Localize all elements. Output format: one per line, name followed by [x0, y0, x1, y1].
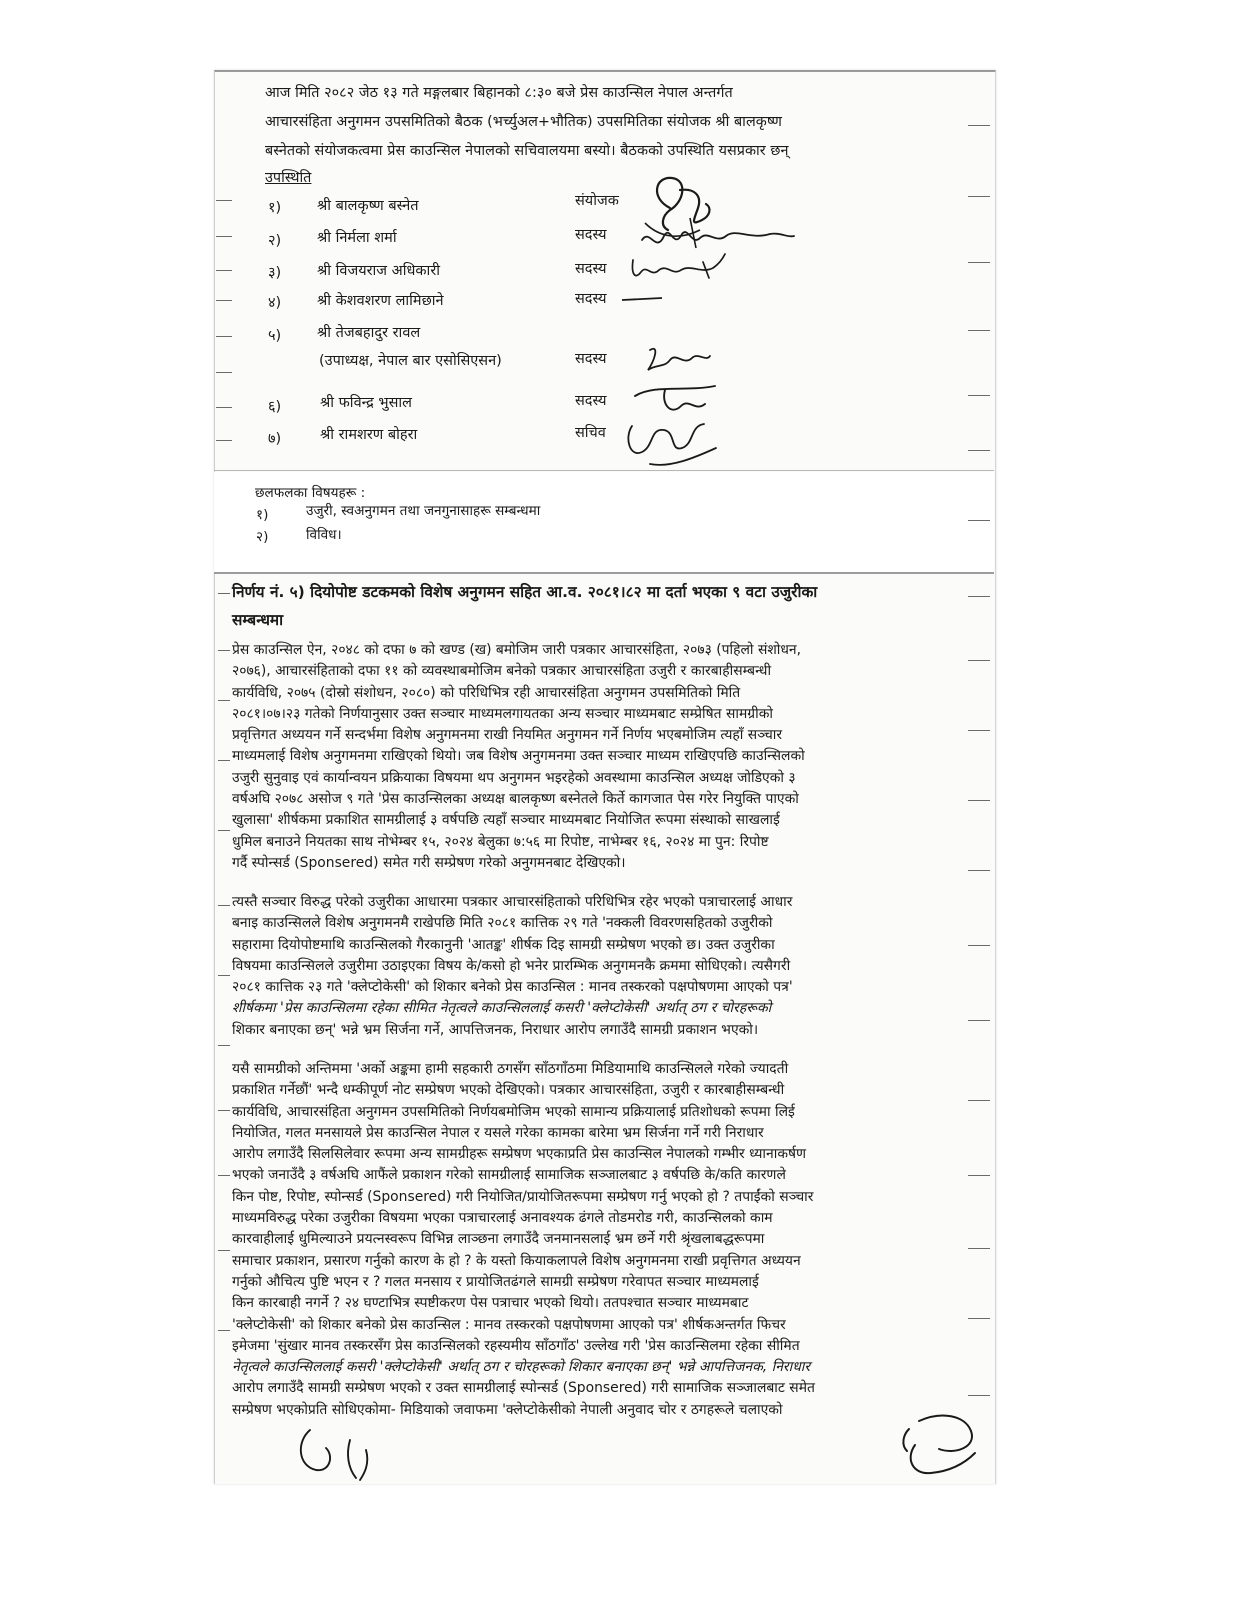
- paragraph-line: २०८१।०७।२३ गतेको निर्णयानुसार उक्त सञ्चार माध्यमलगायतका अन्य सञ्चार माध्यमबाट सम्प्रेषित सामग्रीको: [232, 705, 773, 722]
- attendee-role: सदस्य: [575, 393, 607, 409]
- attendee-role: सदस्य: [575, 227, 607, 243]
- paragraph-line: शिकार बनाएका छन्' भन्ने भ्रम सिर्जना गर्ने, आपत्तिजनक, निराधार आरोप लगाउँदै सामग्री प्रकाशन भएको।: [232, 1021, 759, 1038]
- paragraph-line: बनाइ काउन्सिलले विशेष अनुगमनमै राखेपछि मिति २०८१ कात्तिक २९ गते 'नक्कली विवरणसहितको उजुरीको: [232, 915, 773, 932]
- signature-secretary: [620, 408, 730, 470]
- attendee-name: श्री रामशरण बोहरा: [320, 427, 418, 443]
- attendee-name: श्री केशवशरण लामिछाने: [317, 293, 444, 309]
- signature-member-vijayraj: [625, 248, 735, 288]
- attendee-role: सदस्य: [575, 351, 607, 367]
- paragraph-line: नेतृत्वले काउन्सिललाई कसरी 'क्लेप्टोकेसी' अर्थात् ठग र चोरहरूको शिकार बनाएका छन्' भन्ने आपत्तिजनक, निराधार: [232, 1359, 811, 1376]
- attendee-number: ५): [268, 328, 282, 344]
- paragraph-line: त्यस्तै सञ्चार विरुद्ध परेको उजुरीका आधारमा पत्रकार आचारसंहिताको परिधिभित्र रहेर भएको पत्राचारलाई आधार: [232, 894, 793, 910]
- paragraph-line: गर्दै स्पोन्सर्ड (Sponsered) समेत गरी सम्प्रेषण गरेको अनुगमनबाट देखिएको।: [232, 854, 626, 871]
- attendee-role: संयोजक: [575, 193, 619, 209]
- initials-signature-right: [895, 1405, 985, 1483]
- decision-title-line-1: निर्णय नं. ५) दियोपोष्ट डटकमको विशेष अनुगमन सहित आ.व. २०८१।८२ मा दर्ता भएका ९ वटा उजुरीका: [232, 583, 818, 601]
- paragraph-line: धुमिल बनाउने नियतका साथ नोभेम्बर १५, २०२४ बेलुका ७:५६ मा रिपोष्ट, नाभेम्बर १६, २०२४ मा पुन: रिपोष्ट: [232, 833, 769, 850]
- attendee-role: सचिव: [575, 425, 606, 441]
- paragraph-line: कार्यविधि, आचारसंहिता अनुगमन उपसमितिको निर्णयबमोजिम भएको सामान्य प्रक्रियालाई प्रतिशोधको रूपमा लिई: [232, 1103, 795, 1120]
- attendee-number: ६): [268, 399, 282, 415]
- paragraph-line: समाचार प्रकाशन, प्रसारण गर्नुको कारण के हो ? के यस्तो कियाकलापले विशेष अनुगमनमा राखी प्रवृत्तिगत अध्ययन: [232, 1252, 801, 1269]
- paragraph-line: शीर्षकमा 'प्रेस काउन्सिलमा रहेका सीमित नेतृत्वले काउन्सिललाई कसरी 'क्लेप्टोकेसी' अर्थात् ठग र चोरहरूको: [232, 1000, 772, 1017]
- signature-member-keshav: [618, 288, 668, 308]
- paragraph-line: प्रकाशित गर्नेछौं' भन्दै धम्कीपूर्ण नोट सम्प्रेषण भएको देखिएको। पत्रकार आचारसंहिता, उजुरी र कारबाहीसम्बन्धी: [232, 1082, 785, 1099]
- agenda-item-number: १): [256, 507, 269, 523]
- paragraph-line: सहारामा दियोपोष्टमाथि काउन्सिलको गैरकानुनी 'आतङ्क' शीर्षक दिइ सामग्री सम्प्रेषण भएको छ। उक्त उजुरीका: [232, 936, 775, 953]
- paragraph-line: कार्यविधि, २०७५ (दोस्रो संशोधन, २०८०) को परिधिभित्र रही आचारसंहिता अनुगमन उपसमितिको मिति: [232, 684, 741, 701]
- decision-paragraph-1: [232, 640, 982, 874]
- paragraph-line: नियोजित, गलत मनसायले प्रेस काउन्सिल नेपाल र यसले गरेका कामका बारेमा भ्रम सिर्जना गर्ने गरी निराधार: [232, 1124, 764, 1141]
- agenda-item-text: उजुरी, स्वअनुगमन तथा जनगुनासाहरू सम्बन्धमा: [306, 503, 541, 519]
- agenda-item-text: विविध।: [306, 527, 342, 543]
- paragraph-line: वर्षअघि २०७८ असोज ९ गते 'प्रेस काउन्सिलका अध्यक्ष बालकृष्ण बस्नेतले किर्ते कागजात पेस गरेर नियुक्ति पाएको: [232, 791, 799, 808]
- paragraph-line: आरोप लगाउँदै सामग्री सम्प्रेषण भएको र उक्त सामग्रीलाई स्पोन्सर्ड (Sponsered) गरी सामाजिक सञ्जालबाट समेत: [232, 1380, 815, 1397]
- agenda-item-number: २): [256, 529, 269, 545]
- attendance-heading: उपस्थिति: [265, 170, 312, 186]
- attendee-number: ४): [268, 295, 282, 311]
- attendee-name: श्री तेजबहादुर रावल: [317, 325, 421, 341]
- paragraph-line: प्रवृत्तिगत अध्ययन गर्ने सन्दर्भमा विशेष अनुगमनमा राखी नियमित अनुगमन गर्ने निर्णय भएबमोजिम त्यहाँ सञ्चार: [232, 727, 783, 744]
- attendee-name: श्री निर्मला शर्मा: [317, 230, 397, 246]
- attendee-number: ७): [268, 431, 282, 447]
- paragraph-line: भएको जनाउँदै ३ वर्षअघि आफैंले प्रकाशन गरेको सामग्रीलाई सामाजिक सञ्जालबाट ३ वर्षपछि के/कति कारणले: [232, 1167, 786, 1184]
- attendee-name: श्री फविन्द्र भुसाल: [320, 395, 412, 411]
- paragraph-line: कारवाहीलाई धुमिल्याउने प्रयत्नस्वरूप विभिन्न लाञ्छना लगाउँदै जनमानसलाई भ्रम छर्ने गरी श्रृंखलाबद्धरूपमा: [232, 1231, 765, 1248]
- paragraph-line: विषयमा काउन्सिलले उजुरीमा उठाइएका विषय के/कसो हो भनेर प्रारम्भिक अनुगमनकै क्रममा सोधिएको। त्यसैगरी: [232, 957, 791, 974]
- decision-title-line-2: सम्बन्धमा: [232, 611, 284, 629]
- paragraph-line: सम्प्रेषण भएकोप्रति सोधिएकोमा- मिडियाको जवाफमा 'क्लेप्टोकेसीको नेपाली अनुवाद चोर र ठगहरूले चलाएको: [232, 1401, 783, 1418]
- agenda-heading: छलफलका विषयहरू :: [255, 485, 366, 501]
- paragraph-line: माध्यमविरुद्ध परेका उजुरीका विषयमा भएका पत्राचारलाई अनावश्यक ढंगले तोडमरोड गरी, काउन्सिलको काम: [232, 1210, 773, 1227]
- paragraph-line: उजुरी सुनुवाइ एवं कार्यान्वयन प्रक्रियाका विषयमा थप अनुगमन भइरहेको अवस्थामा काउन्सिल अध्यक्ष जोडिएको ३: [232, 769, 796, 786]
- attendee-name: श्री विजयराज अधिकारी: [317, 263, 440, 279]
- initials-signature-left: [290, 1420, 410, 1484]
- paragraph-line: २०७६), आचारसंहिताको दफा ११ को व्यवस्थाबमोजिम बनेको पत्रकार आचारसंहिता उजुरी र कारबाहीसम्बन्धी: [232, 663, 772, 680]
- decision-paragraph-3: [232, 1059, 982, 1421]
- paragraph-line: आरोप लगाउँदै सिलसिलेवार रूपमा अन्य सामग्रीहरू सम्प्रेषण भएकाप्रति प्रेस काउन्सिल नेपालको गम्भीर ध्यानाकर्षण: [232, 1146, 807, 1163]
- attendee-number: २): [268, 233, 282, 249]
- paragraph-line: माध्यमलाई विशेष अनुगमनमा राखिएको थियो। जब विशेष अनुगमनमा उक्त सञ्चार माध्यम राखिएपछि काउन्सिलको: [232, 748, 805, 765]
- intro-line-2: आचारसंहिता अनुगमन उपसमितिको बैठक (भर्च्युअल+भौतिक) उपसमितिका संयोजक श्री बालकृष्ण: [265, 114, 783, 130]
- paragraph-line: यसै सामग्रीको अन्तिममा 'अर्को अङ्कमा हामी सहकारी ठगसँग साँठगाँठमा मिडियामाथि काउन्सिलले गरेको ज्यादती: [232, 1061, 789, 1077]
- paragraph-line: 'क्लेप्टोकेसी' को शिकार बनेको प्रेस काउन्सिल : मानव तस्करको पक्षपोषणमा आएको पत्र' शीर्षकअन्तर्गत फिचर: [232, 1316, 786, 1333]
- section-divider-bottom: [214, 572, 994, 574]
- paragraph-line: किन पोष्ट, रिपोष्ट, स्पोन्सर्ड (Sponsered) गरी नियोजित/प्रायोजितरूपमा सम्प्रेषण गर्नु भएको हो ? तपाईंको सञ्चार: [232, 1188, 814, 1205]
- paragraph-line: इमेजमा 'सुंखार मानव तस्करसँग प्रेस काउन्सिलको रहस्यमीय साँठगाँठ' उल्लेख गरी 'प्रेस काउन्सिलमा रहेका सीमित: [232, 1337, 800, 1354]
- attendee-role: सदस्य: [575, 261, 607, 277]
- intro-line-1: आज मिति २०८२ जेठ १३ गते मङ्गलबार बिहानको ८:३० बजे प्रेस काउन्सिल नेपाल अन्तर्गत: [265, 85, 733, 101]
- decision-paragraph-2: [232, 892, 982, 1041]
- attendee-name-detail: (उपाध्यक्ष, नेपाल बार एसोसिएसन): [319, 353, 502, 369]
- attendee-name: श्री बालकृष्ण बस्नेत: [317, 198, 419, 214]
- attendee-role: सदस्य: [575, 291, 607, 307]
- intro-line-3: बस्नेतको संयोजकत्वमा प्रेस काउन्सिल नेपालको सचिवालयमा बस्यो। बैठकको उपस्थिति यसप्रकार छन्: [265, 143, 789, 159]
- section-divider-top: [214, 470, 994, 471]
- attendee-number: १): [268, 200, 282, 216]
- paragraph-line: २०८१ कात्तिक २३ गते 'क्लेप्टोकेसी' को शिकार बनेको प्रेस काउन्सिल : मानव तस्करको पक्षपोषणमा आएको पत्र': [232, 979, 793, 996]
- paragraph-line: खुलासा' शीर्षकमा प्रकाशित सामग्रीलाई ३ वर्षपछि त्यहाँ सञ्चार माध्यमबाट नियोजित रूपमा संस्थाको साखलाई: [232, 812, 780, 829]
- attendee-number: ३): [268, 265, 282, 281]
- paragraph-line: किन कारबाही नगर्ने ? २४ घण्टाभित्र स्पष्टीकरण पेस पत्राचार भएको थियो। ततपश्चात सञ्चार माध्यमबाट: [232, 1295, 749, 1312]
- paragraph-line: गर्नुको औचित्य पुष्टि भएन र ? गलत मनसाय र प्रायोजितढंगले सामग्री सम्प्रेषण गरेवापत सञ्चार माध्यमलाई: [232, 1273, 759, 1290]
- paragraph-line: प्रेस काउन्सिल ऐन, २०४८ को दफा ७ को खण्ड (ख) बमोजिम जारी पत्रकार आचारसंहिता, २०७३ (पहिलो संशोधन,: [232, 642, 802, 658]
